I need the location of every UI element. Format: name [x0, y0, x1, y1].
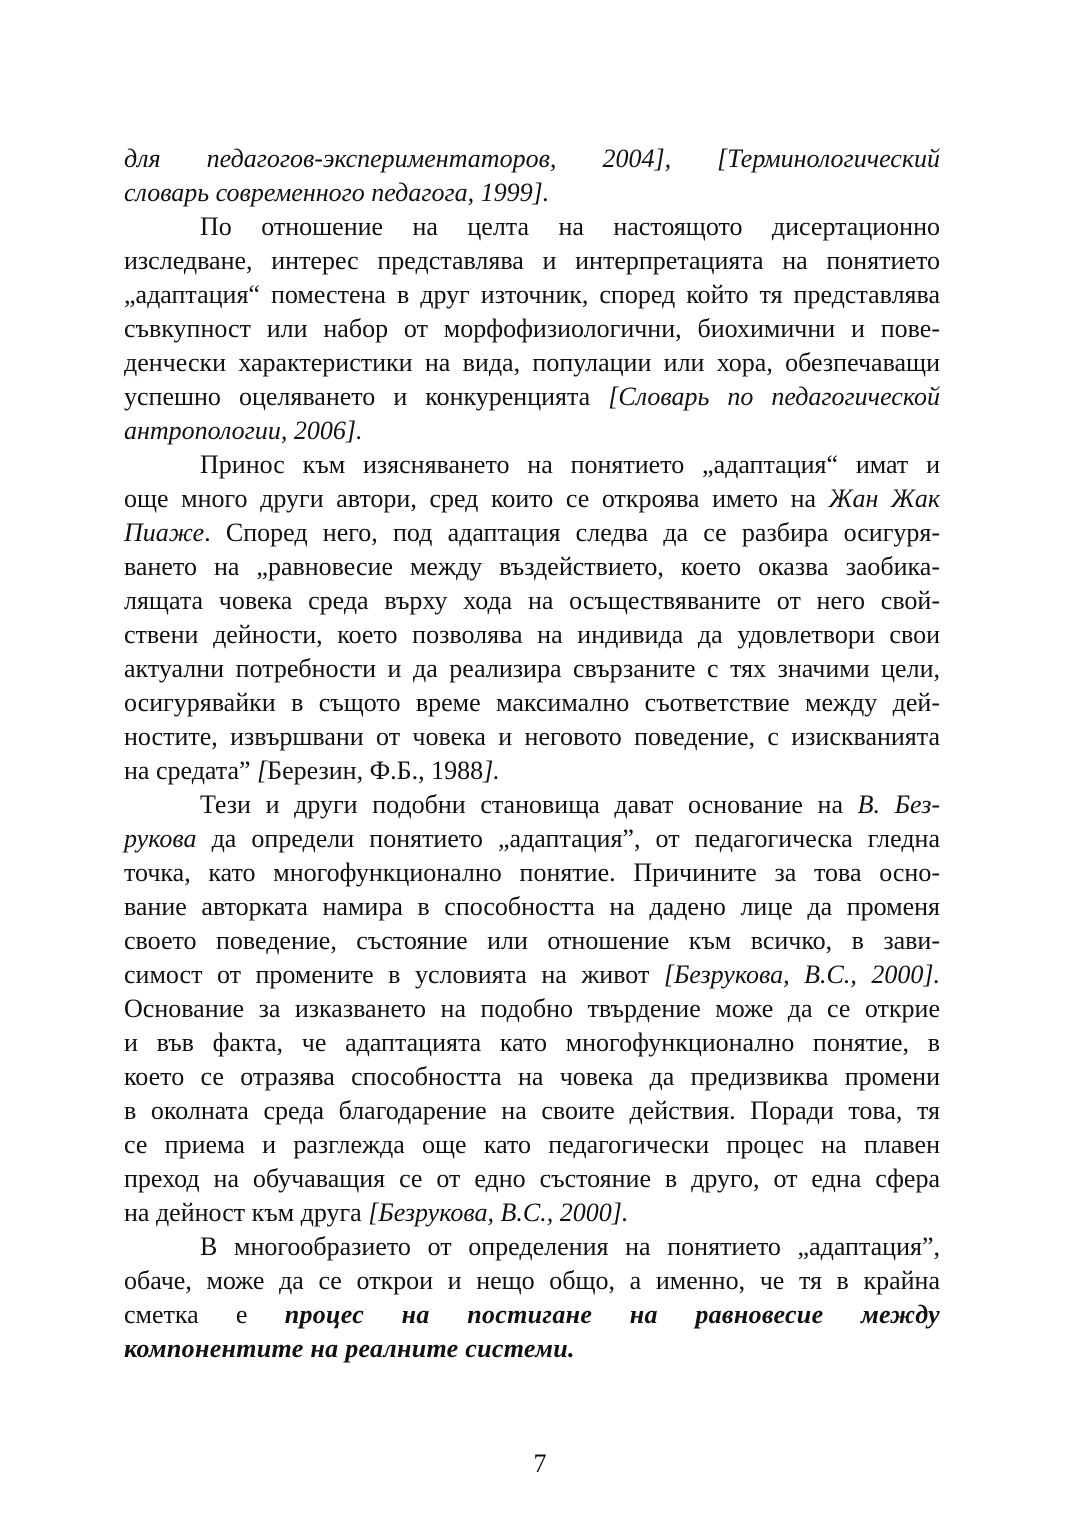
text-segment: [Безрукова, В.С., 2000].: [663, 960, 940, 989]
text-segment: сметка е: [124, 1300, 285, 1329]
text-segment: . Според него, под адаптация следва да се разбира осигуря-: [204, 518, 940, 547]
text-segment: „адаптация“ поместена в друг източник, според който тя представлява: [124, 280, 940, 309]
text-segment: В многообразието от определения на понятието „адаптация”,: [200, 1232, 940, 1261]
text-line: [124, 142, 940, 176]
text-segment: и във факта, че адаптацията като многофункционално понятие, в: [124, 1028, 940, 1057]
text-line: [124, 1026, 940, 1060]
paragraph: [124, 210, 940, 448]
text-line: [124, 992, 940, 1026]
text-line: [124, 958, 940, 992]
text-segment: Березин, Ф.Б., 1988: [267, 756, 484, 785]
text-segment: рукова: [124, 824, 197, 853]
text-segment: словарь современного педагога, 1999].: [124, 178, 550, 207]
text-segment: ностите, извършвани от човека и неговото поведение, с изискванията: [124, 722, 940, 751]
text-line: [124, 244, 940, 278]
text-line: [124, 924, 940, 958]
text-line: [124, 1128, 940, 1162]
text-segment: компонентите на реалните системи.: [124, 1334, 575, 1363]
text-line: [124, 210, 940, 244]
text-segment: се приема и разглежда още като педагогически процес на плавен: [124, 1130, 940, 1159]
text-segment: В. Без-: [857, 790, 940, 819]
text-segment: преход на обучаващия се от едно състояние в друго, от една сфера: [124, 1164, 940, 1193]
text-segment: което се отразява способността на човека да предизвиква промени: [124, 1062, 940, 1091]
text-line: [124, 754, 940, 788]
text-line: [124, 176, 940, 210]
text-line: [124, 720, 940, 754]
text-segment: на дейност към друга: [124, 1198, 369, 1227]
text-line: [124, 516, 940, 550]
text-segment: [Безрукова, В.С., 2000].: [368, 1198, 629, 1227]
text-line: [124, 448, 940, 482]
text-line: [124, 414, 940, 448]
paragraph: [124, 448, 940, 788]
text-segment: в околната среда благодарение на своите действия. Поради това, тя: [124, 1096, 940, 1125]
page-number: 7: [533, 1449, 547, 1478]
text-line: [124, 652, 940, 686]
text-line: [124, 312, 940, 346]
text-line: [124, 1196, 940, 1230]
text-segment: для педагогов-экспериментаторов, 2004], [Терминологический: [124, 144, 940, 173]
text-segment: ].: [483, 756, 500, 785]
text-segment: антропологии, 2006].: [124, 416, 363, 445]
paragraph: [124, 788, 940, 1230]
text-line: [124, 550, 940, 584]
text-line: [124, 346, 940, 380]
paragraph: [124, 1230, 940, 1366]
text-segment: на средата”: [124, 756, 258, 785]
text-segment: лящата човека среда върху хода на осъществяваните от него свой-: [124, 586, 940, 615]
text-line: [124, 1332, 940, 1366]
text-segment: ването на „равновесие между въздействието, което оказва заобика-: [124, 552, 940, 581]
text-line: [124, 1060, 940, 1094]
text-line: [124, 788, 940, 822]
text-segment: Принос към изясняването на понятието „адаптация“ имат и: [200, 450, 940, 479]
text-segment: [Словарь по педагогической: [608, 382, 940, 411]
text-segment: осигурявайки в същото време максимално съответствие между дей-: [124, 688, 940, 717]
page-body: [124, 142, 940, 1366]
text-segment: изследване, интерес представлява и интерпретацията на понятието: [124, 246, 940, 275]
text-line: [124, 482, 940, 516]
text-line: [124, 618, 940, 652]
text-segment: вание авторката намира в способността на дадено лице да променя: [124, 892, 940, 921]
text-segment: още много други автори, сред които се откроява името на: [124, 484, 829, 513]
text-segment: Пиаже: [124, 518, 205, 547]
text-line: [124, 584, 940, 618]
text-segment: симост от промените в условията на живот: [124, 960, 664, 989]
text-segment: денчески характеристики на вида, популации или хора, обезпечаващи: [124, 348, 940, 377]
text-line: [124, 856, 940, 890]
text-line: [124, 278, 940, 312]
text-line: [124, 822, 940, 856]
text-line: [124, 380, 940, 414]
text-segment: актуални потребности и да реализира свързаните с тях значими цели,: [124, 654, 940, 683]
text-segment: Основание за изказването на подобно твърдение може да се открие: [124, 994, 940, 1023]
text-segment: успешно оцеляването и конкуренцията: [124, 382, 609, 411]
text-segment: своето поведение, състояние или отношение към всичко, в зави-: [124, 926, 940, 955]
text-line: [124, 1264, 940, 1298]
text-segment: [: [257, 756, 268, 785]
text-segment: Тези и други подобни становища дават основание на: [200, 790, 858, 819]
text-segment: процес на постигане на равновесие между: [284, 1300, 940, 1329]
text-segment: обаче, може да се открои и нещо общо, а именно, че тя в крайна: [124, 1266, 940, 1295]
text-line: [124, 890, 940, 924]
text-line: [124, 1298, 940, 1332]
text-line: [124, 686, 940, 720]
text-segment: да определи понятието „адаптация”, от педагогическа гледна: [196, 824, 940, 853]
paragraph: [124, 142, 940, 210]
text-segment: По отношение на целта на настоящото дисертационно: [200, 212, 940, 241]
text-segment: съвкупност или набор от морфофизиологични, биохимични и пове-: [124, 314, 940, 343]
text-line: [124, 1230, 940, 1264]
text-segment: Жан Жак: [828, 484, 940, 513]
text-segment: ствени дейности, което позволява на индивида да удовлетвори свои: [124, 620, 940, 649]
text-line: [124, 1094, 940, 1128]
text-segment: точка, като многофункционално понятие. Причините за това осно-: [124, 858, 940, 887]
text-line: [124, 1162, 940, 1196]
